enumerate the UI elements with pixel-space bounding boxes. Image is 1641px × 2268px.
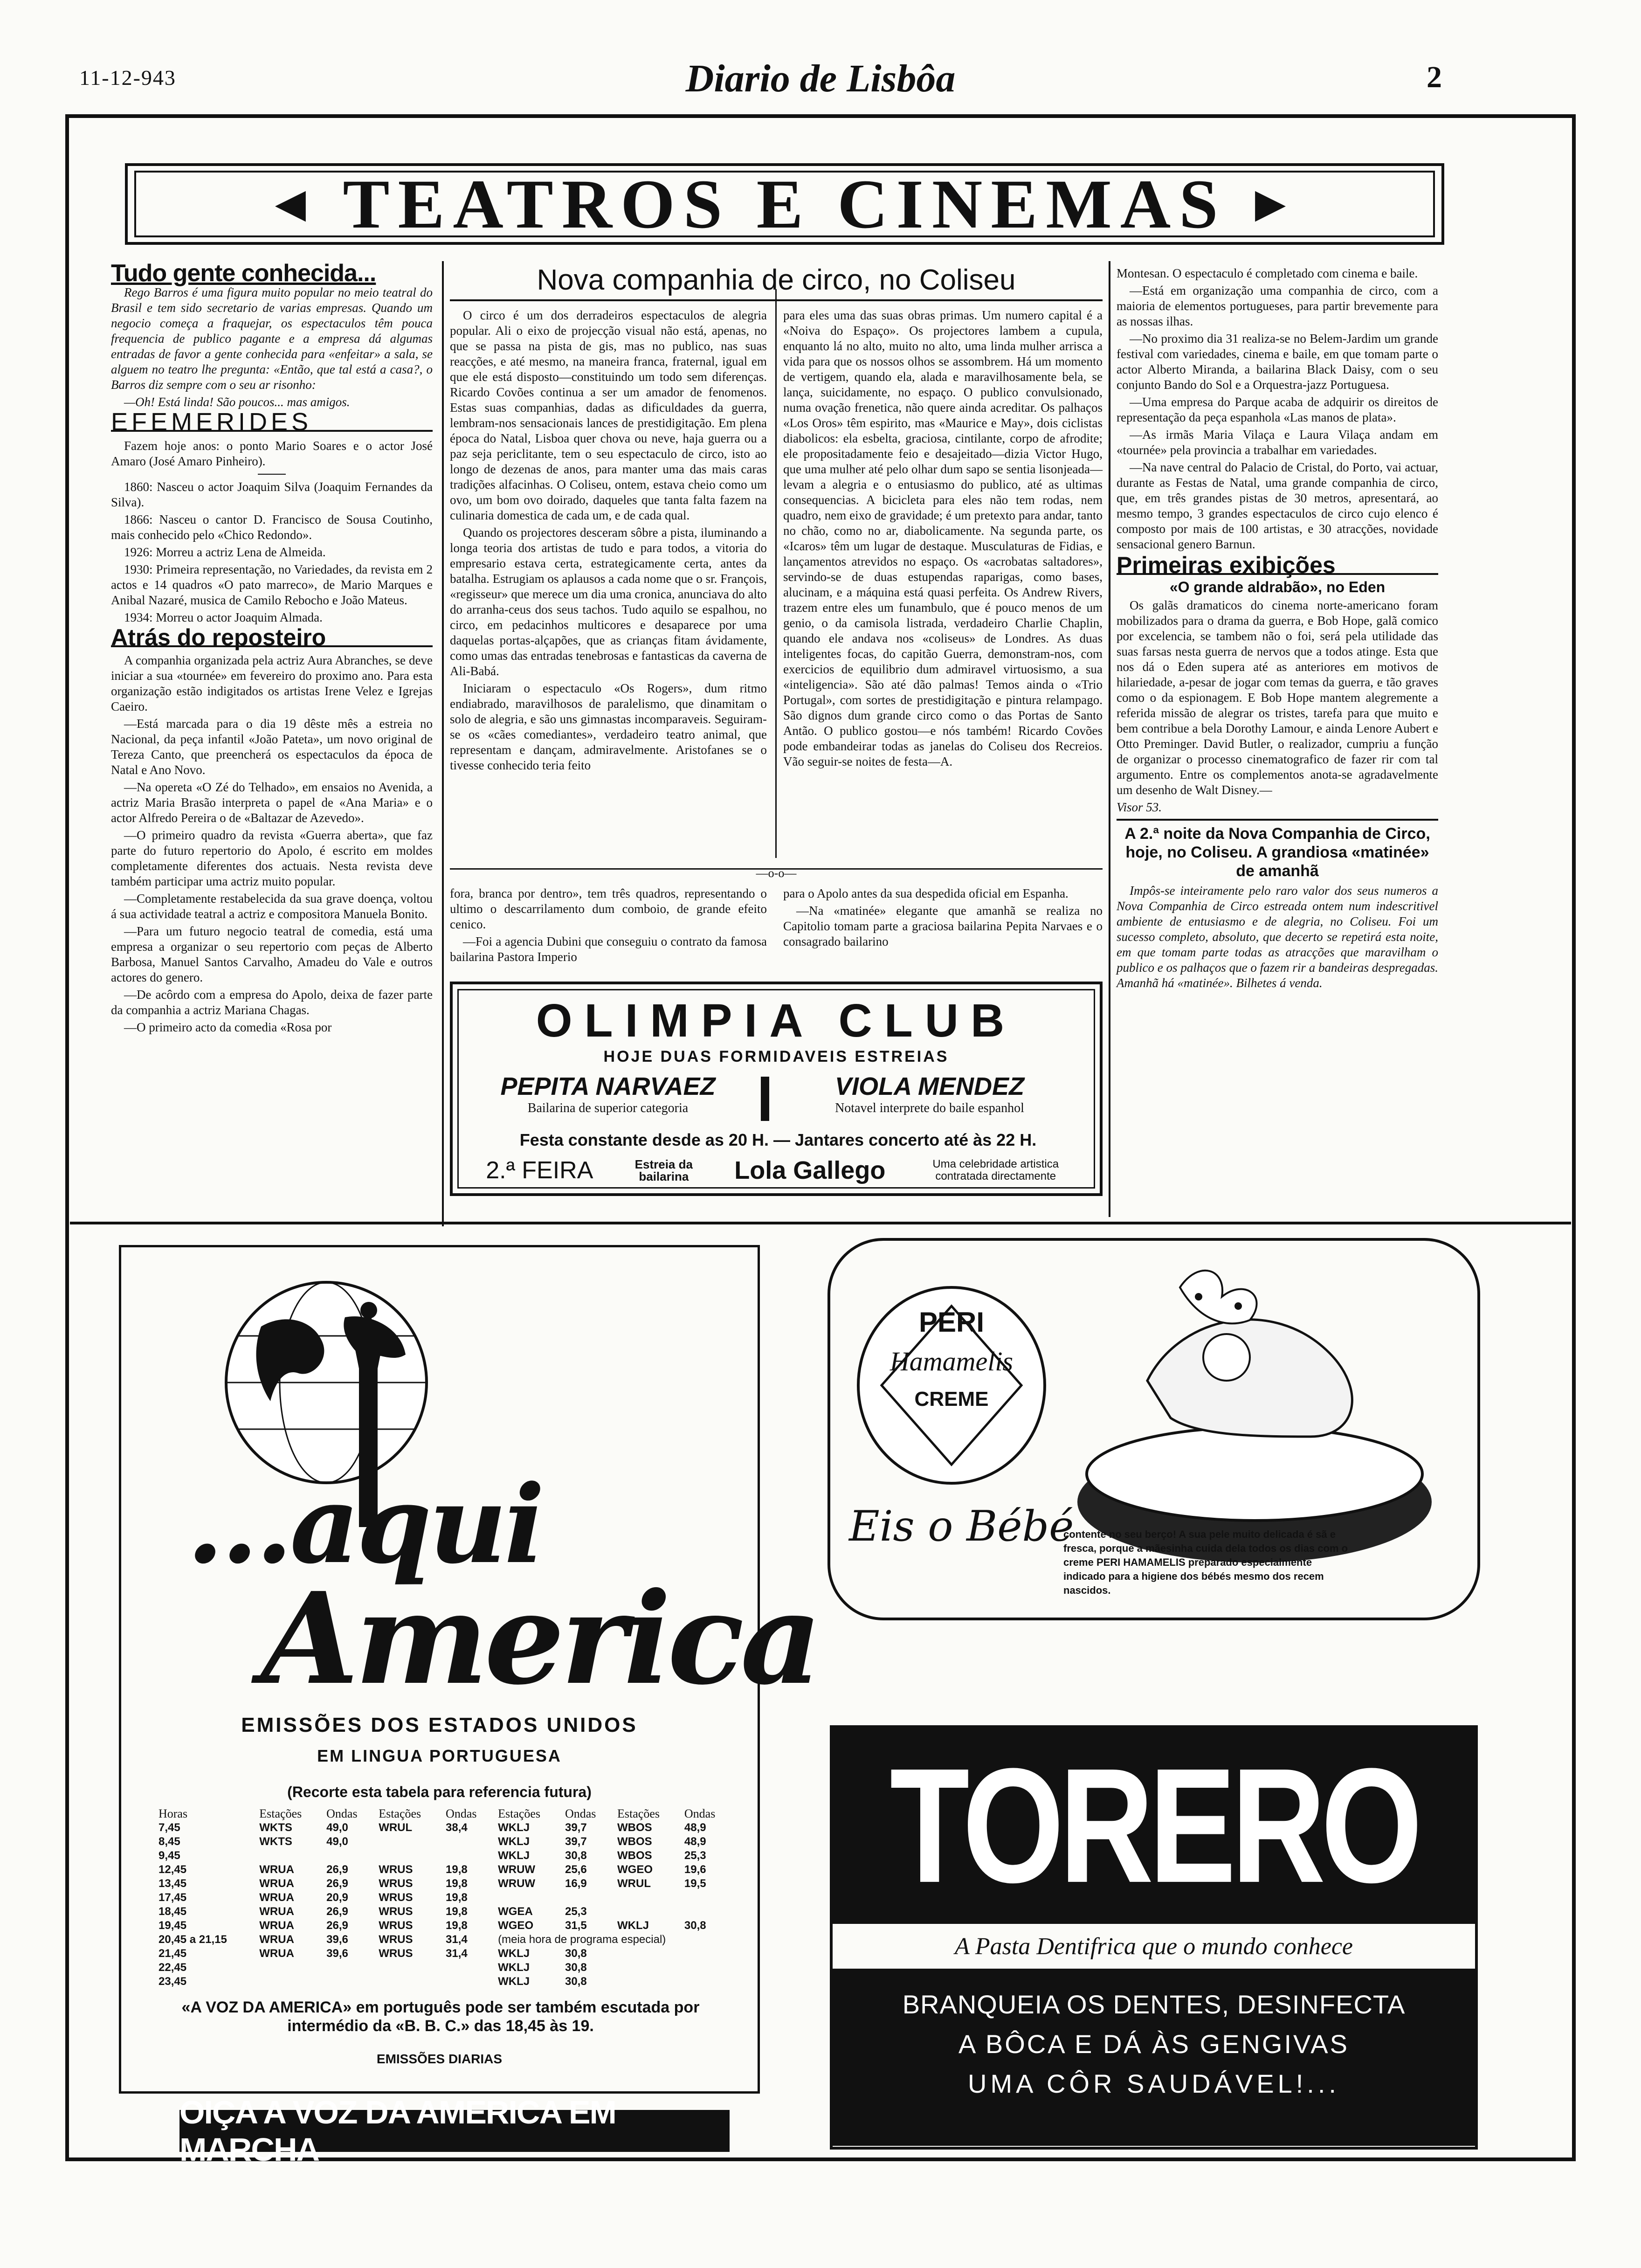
schedule-header: Ondas (326, 1807, 358, 1820)
america-wordmark: America (261, 1564, 819, 1713)
article-text: —Está em organização uma companhia de circo, com a maioria de elementos portugueses, para partir brevemente para as nossas ilhas. (1117, 284, 1438, 328)
article-text: —Na nave central do Palacio de Cristal, do Porto, vai actuar, durante as Festas de Natal, uma grande companhia de circo, que, em três grandes pistas de 30 metros, apresentará, ao mesmo tempo, 3 grandes espectaculos de circo cujo elenco é composto por mais de 100 artistas, e 30 atracções, novidade sensacional genero Barnun. (1117, 460, 1438, 551)
olimpia-feira: 2.ª FEIRA (486, 1157, 593, 1184)
column-continuation (783, 886, 1103, 951)
artist-name: PEPITA NARVAEZ (500, 1072, 716, 1100)
peri-text: contente no seu berço! A sua pele muito delicada é sã e fresca, porque a mãesinha cuida dela todos os dias com o creme PERI HAMAMELIS preparado especialmente indicado para a higiene dos bébés mesmo dos recem nascidos. (1063, 1528, 1348, 1596)
schedule-cell: WRUW (498, 1877, 536, 1890)
column-rule (775, 289, 777, 858)
divider (761, 1077, 769, 1121)
schedule-row (154, 1877, 732, 1891)
schedule-cell: 30,8 (565, 1961, 587, 1974)
headline-efemerides: EFEMERIDES (111, 415, 433, 432)
article-text: —O primeiro acto da comedia «Rosa por (124, 1020, 332, 1034)
schedule-cell (560, 1891, 613, 1905)
schedule-cell (322, 1849, 374, 1863)
circo-column-b (783, 308, 1103, 771)
separator: —o-o— (756, 866, 797, 880)
schedule-table (154, 1807, 732, 1989)
schedule-cell: 19,5 (684, 1877, 706, 1890)
schedule-cell: 31,4 (446, 1947, 468, 1960)
schedule-cell (680, 1975, 732, 1989)
schedule-cell: WKLJ (498, 1849, 530, 1862)
schedule-cell: 25,3 (684, 1849, 706, 1862)
schedule-header: Estações (259, 1807, 302, 1820)
section-banner (125, 163, 1444, 245)
section-title: TEATROS E CINEMAS (343, 165, 1227, 243)
schedule-cell (374, 1975, 441, 1989)
schedule-cell (374, 1835, 441, 1849)
schedule-row (154, 1863, 732, 1877)
olimpia-celeb: Uma celebridade artistica contratada directamente (932, 1158, 1059, 1182)
schedule-cell: 8,45 (159, 1835, 180, 1848)
schedule-cell: 31,4 (446, 1933, 468, 1946)
article-text: —O primeiro quadro da revista «Guerra aberta», que faz parte do futuro repertorio do Apolo, é escrito em moldes completamente diferentes dos actuais. Nesta revista deve também participar uma actriz muito popular. (111, 828, 433, 888)
article-text: —Na opereta «O Zé do Telhado», em ensaios no Avenida, a actriz Maria Brasão interpreta o papel de «Ana Maria» e o actor Alfredo Pereira o de «Baltazar de Azevedo». (111, 780, 433, 825)
schedule-cell (441, 1849, 493, 1863)
article-text: —Na «matinée» elegante que amanhã se realiza no Capitolio tomam parte a graciosa bailarina Pepita Narvaes e o consagrado bailarino (783, 904, 1103, 948)
efemeride-item: 1934: Morreu o actor Joaquim Almada. (124, 610, 323, 624)
schedule-cell (680, 1891, 732, 1905)
torero-ad (830, 1725, 1478, 2150)
headline-circo: Nova companhia de circo, no Coliseu (450, 263, 1103, 301)
schedule-row (154, 1919, 732, 1933)
schedule-row (154, 1821, 732, 1835)
schedule-cell: 22,45 (159, 1961, 187, 1974)
schedule-row (154, 1835, 732, 1849)
schedule-cell: 20,9 (326, 1891, 348, 1904)
schedule-cell (613, 1947, 680, 1961)
schedule-row (154, 1961, 732, 1975)
schedule-cell: WKLJ (498, 1947, 530, 1960)
schedule-cell: WGEO (617, 1863, 653, 1876)
right-arrow-icon: ► (1245, 175, 1304, 232)
schedule-cell: WRUA (259, 1863, 294, 1876)
schedule-cell: WRUS (379, 1919, 413, 1932)
schedule-header: Estações (617, 1807, 660, 1820)
article-text: para eles uma das suas obras primas. Um numero capital é a «Noiva do Espaço». Os projectores lambem a cupula, enquanto lá no alto, muito no alto, uma linda mulher arrisca a vida para que os nossos olhos se assombrem. Há um momento de vertigem, quando ela, alada e maravilhosamente bela, se lança, suicidamente, no espaço. O publico convulsionado, numa ovação frenetica, não quere ainda acreditar. Os palhaços «Los Oros» têm espirito, mas «Maurice e May», dois ciclistas diabolicos: ela esbelta, graciosa, cintilante, corpo de afrodite; ele propositadamente feio e desajeitado—dizia Victor Hugo, que uma mulher até pelo olhar dum sapo se sentia lisonjeada—levam a alegria e o entusiasmo do publico, até as ultimas consequencias. A bicicleta para eles não tem rodas, nem quadro, nem eixo de gravidade; é um pretexto para andar, tanto no chão, como no ar, diabolicamente. Na segunda parte, os «Icaros» têm um lugar de destaque. Musculaturas de Fidias, e lançamentos atrevidos no espaço. Os «acrobatas saltadores», servindo-se de duas estupendas raparigas, como bases, alucinam, e a máquina está quasi perfeita. Os Andrew Rivers, trazem entre eles um funambulo, que é pouco menos de um genio, o da camisola listrada, verdadeiro Charlie Chaplin, quando ele andava nos «coliseus» de Londres. As duas inteligentes focas, do capitão Guerra, demonstram-nos, com exercicios de equilibrio dum admiravel virtuosismo, a sua «inteligencia». São até dão palmas! Temos ainda o «Trio Portugal», com sortes de prestidigitação e pintura relampago. São dignos dum grande circo como o das Portas de Santo Antão. O publico gostou—e nós também! Ricardo Covões pode embandeirar todas as janelas do Coliseu dos Recreios. Vão seguir-se noites de festa—A. (783, 308, 1103, 768)
schedule-cell (441, 1835, 493, 1849)
olimpia-lola: Lola Gallego (734, 1156, 886, 1184)
article-text: Iniciaram o espectaculo «Os Rogers», dum ritmo endiabrado, maravilhosos de paralelismo, que dinamitam o solo de alegria, e são uns gimnastas incomparaveis. Seguiram-se os «cães comediantes», verdadeiro teatro animal, que representam e dançam, admiravelmente. Aristofanes se o tivesse conhecido teria feito (450, 681, 767, 772)
schedule-cell: WKTS (259, 1821, 292, 1834)
schedule-cell: WRUS (379, 1891, 413, 1904)
voz-america-ad (119, 1245, 819, 2094)
schedule-cell: 25,3 (565, 1905, 587, 1918)
schedule-cell (374, 1849, 441, 1863)
schedule-cell: WRUA (259, 1947, 294, 1960)
schedule-cell: 20,45 a 21,15 (159, 1933, 227, 1946)
schedule-row (154, 1975, 732, 1989)
artist-desc: Notavel interprete do baile espanhol (835, 1101, 1024, 1115)
schedule-cell (374, 1961, 441, 1975)
column-rule (1109, 261, 1110, 1217)
torero-line: UMA CÔR SAUDÁVEL!... (968, 2069, 1340, 2098)
torero-brand: TORERO (889, 1735, 1418, 1917)
peri-hamamelis: Hamamelis (889, 1346, 1014, 1376)
schedule-cell: 23,45 (159, 1975, 187, 1988)
headline-segunda-noite: A 2.ª noite da Nova Companhia de Circo, hoje, no Coliseu. A grandiosa «matinée» de amanhã (1124, 825, 1430, 880)
schedule-cell (322, 1975, 374, 1989)
efemeride-item: 1926: Morreu a actriz Lena de Almeida. (124, 545, 326, 559)
article-text: Os galãs dramaticos do cinema norte-americano foram mobilizados para o drama da guerra, e Bob Hope, galã comico por excelencia, se tambem não o foi, será pela utilidade das suas farsas nesta guerra de nervos que a todos atinge. Esta que nos dá o Eden supera até as anteriores em motivos de hilariedade, a-pesar de jogar com temas da guerra, e tão graves como o da espionagem. E Bob Hope mantem alegremente a referida missão de alegrar os tristes, tarefa para que muito e bem contribue a bela Dorothy Lamour, e ainda Lenore Aubert e Otto Preminger. David Butler, o realizador, cumpriu a função de organizar o processo cinematografico de fazer rir com tal argumento. Entre os complementos anota-se agradavelmente um desenho de Walt Disney.— (1117, 598, 1438, 797)
column-right (1117, 266, 1438, 993)
schedule-cell (613, 1975, 680, 1989)
peri-ad (827, 1238, 1480, 1620)
schedule-cell: 39,7 (565, 1821, 587, 1834)
recorte-note: (Recorte esta tabela para referencia futura) (287, 1784, 592, 1800)
schedule-cell: WKTS (259, 1835, 292, 1848)
olimpia-subtitle: HOJE DUAS FORMIDAVEIS ESTREIAS (603, 1048, 949, 1065)
schedule-cell: WRUA (259, 1891, 294, 1904)
divider (70, 1222, 1571, 1224)
oica-text: OIÇA A VOZ DA AMERICA EM MARCHA (179, 2094, 616, 2168)
efemeride-item: 1866: Nasceu o cantor D. Francisco de Sousa Coutinho, mais conhecido pelo «Chico Redondo». (111, 512, 433, 542)
schedule-cell: 26,9 (326, 1877, 348, 1890)
schedule-cell: 26,9 (326, 1919, 348, 1932)
headline-tudo-gente: Tudo gente conhecida... (111, 260, 376, 287)
schedule-cell: WRUL (379, 1821, 413, 1834)
schedule-cell: (meia hora de programa especial) (498, 1933, 666, 1946)
schedule-cell: WRUA (259, 1877, 294, 1890)
schedule-cell: 21,45 (159, 1947, 187, 1960)
schedule-cell: 12,45 (159, 1863, 187, 1876)
circo-column-a (450, 308, 767, 775)
schedule-cell: 48,9 (684, 1821, 706, 1834)
schedule-cell: 19,8 (446, 1919, 468, 1932)
schedule-cell: WKLJ (498, 1975, 530, 1988)
schedule-row (154, 1891, 732, 1905)
schedule-cell (680, 1961, 732, 1975)
schedule-cell (680, 1947, 732, 1961)
schedule-cell: 19,45 (159, 1919, 187, 1932)
schedule-header: Ondas (565, 1807, 596, 1820)
article-text: Impôs-se inteiramente pelo raro valor dos seus numeros a Nova Companhia de Circo estreada ontem num indescritivel ambiente de entusiasmo e de alegria, no Coliseu. Foi um sucesso completo, absoluto, que decerto se repetirá esta noite, em que tomam parte todas as atracções que maravilham o publico e os palhaços que o fazem rir a bandeiras despregadas. Amanhã há «matinée». Bilhetes á venda. (1117, 884, 1438, 990)
peri-bebe: Eis o Bébé (849, 1502, 1074, 1551)
schedule-cell: WRUA (259, 1905, 294, 1918)
column-left (111, 260, 433, 1037)
schedule-row (154, 1849, 732, 1863)
schedule-cell: WKLJ (498, 1961, 530, 1974)
olimpia-estreia: Estreia da bailarina (634, 1157, 693, 1183)
schedule-cell (441, 1961, 493, 1975)
article-text: Quando os projectores desceram sôbre a pista, iluminando a longa teoria dos artistas de tudo e para todos, a vitoria do empresario estava certa, estrategicamente certa, antes da batalha. Estrugiam os aplausos a cada nome que o sr. François, «regisseur» que merece um dia uma cronica, anunciava do alto do arranha-ceus dos seus tachos. Tudo aquilo se espalhou, no circo, em pedacinhos multicores e desaparece por uma daquelas portas-alçapões, que as crianças fitam ávidamente, como umas das entradas tenebrosas e fantasticas da caverna de Ali-Babá. (450, 526, 767, 678)
schedule-cell: 17,45 (159, 1891, 187, 1904)
schedule-cell: 38,4 (446, 1821, 468, 1834)
schedule-cell (255, 1975, 322, 1989)
schedule-cell (613, 1905, 680, 1919)
torero-line: A BÔCA E DÁ ÀS GENGIVAS (958, 2029, 1349, 2059)
article-text: para o Apolo antes da sua despedida oficial em Espanha. (783, 886, 1069, 900)
schedule-cell (613, 1961, 680, 1975)
column-continuation (450, 886, 767, 967)
olimpia-title: OLIMPIA CLUB (536, 995, 1017, 1047)
article-text: —Oh! Está linda! São poucos... mas amigos. (124, 395, 350, 409)
schedule-header: Estações (498, 1807, 541, 1820)
schedule-cell: WRUL (617, 1877, 651, 1890)
article-text: —Completamente restabelecida da sua grave doença, voltou á sua actividade teatral a actriz e compositora Manuela Bonito. (111, 892, 433, 921)
schedule-row (154, 1947, 732, 1961)
article-text: —De acôrdo com a empresa do Apolo, deixa de fazer parte da companhia a actriz Mariana Chagas. (111, 988, 433, 1017)
torero-line: BRANQUEIA OS DENTES, DESINFECTA (902, 1990, 1406, 2019)
schedule-header: Estações (379, 1807, 421, 1820)
schedule-cell: 31,5 (565, 1919, 587, 1932)
article-text: —Foi a agencia Dubini que conseguiu o contrato da famosa bailarina Pastora Imperio (450, 934, 767, 964)
schedule-cell: WRUS (379, 1933, 413, 1946)
schedule-cell: WBOS (617, 1849, 652, 1862)
schedule-cell: WBOS (617, 1821, 652, 1834)
schedule-cell: WGEO (498, 1919, 534, 1932)
schedule-cell: 7,45 (159, 1821, 180, 1834)
schedule-cell: 19,8 (446, 1863, 468, 1876)
schedule-cell: 18,45 (159, 1905, 187, 1918)
schedule-cell: 49,0 (326, 1835, 348, 1848)
issue-date: 11-12-943 (79, 66, 176, 90)
article-text: fora, branca por dentro», tem três quadros, representando o ultimo o descarrilamento dum comboio, de grande efeito cenico. (450, 886, 767, 931)
schedule-cell: 19,8 (446, 1891, 468, 1904)
schedule-cell: WRUS (379, 1877, 413, 1890)
schedule-cell: 9,45 (159, 1849, 180, 1862)
article-text: —Está marcada para o dia 19 dêste mês a estreia no Nacional, da peça infantil «João Pateta», um novo original de Tereza Canto, que preencherá os espectaculos da época de Natal e Ano Novo. (111, 717, 433, 777)
schedule-cell: 30,8 (565, 1947, 587, 1960)
schedule-cell: 39,6 (326, 1947, 348, 1960)
schedule-cell (255, 1961, 322, 1975)
schedule-row (154, 1905, 732, 1919)
schedule-cell: 39,6 (326, 1933, 348, 1946)
schedule-cell: 19,8 (446, 1905, 468, 1918)
schedule-cell: 30,8 (565, 1849, 587, 1862)
schedule-row (154, 1933, 732, 1947)
schedule-cell: WGEA (498, 1905, 533, 1918)
schedule-cell: WRUW (498, 1863, 536, 1876)
schedule-cell (493, 1891, 560, 1905)
article-text: O circo é um dos derradeiros espectaculos de alegria popular. Ali o eixo de projecção visual não está, apenas, no que se passa na pista de gis, mas no publico, nas suas reacções, e até mesmo, na maneira franca, fraternal, igual em que ele está disposto—constituindo um todo sem diferenças. Ricardo Covões continua a ser um amador de fenomenos. Estas suas companhias, dadas as dificuldades da guerra, lembram-nos sensacionais lances de prestidigitação. Em plena época do Natal, Lisboa quer chova ou neve, haja guerra ou a paz seja periclitante, tem o seu espectaculo de circo, isto ao longo de dezenas de anos, para manter uma das mais caras tradições alfacinhas. O Coliseu, ontem, estava cheio como um ovo, um bom ovo doirado, daqueles que tanta falta fazem na culinaria domestica de cada um, e de cada qual. (450, 308, 767, 522)
article-text: —Uma empresa do Parque acaba de adquirir os direitos de representação da peça espanhola «Las manos de plata». (1117, 395, 1438, 424)
schedule-cell: WRUS (379, 1905, 413, 1918)
schedule-cell: 30,8 (565, 1975, 587, 1988)
article-text: —No proximo dia 31 realiza-se no Belem-Jardim um grande festival com variedades, cinema e baile, em que tomam parte o actor Alberto Miranda, a bailarina Black Daisy, com o seu conjunto Bando do Sol e a Orquestra-jazz Portuguesa. (1117, 332, 1438, 392)
schedule-cell (680, 1905, 732, 1919)
schedule-cell: 25,6 (565, 1863, 587, 1876)
page-number: 2 (1427, 60, 1442, 94)
schedule-cell: 48,9 (684, 1835, 706, 1848)
efemeride-item: 1860: Nasceu o actor Joaquim Silva (Joaquim Fernandes da Silva). (111, 480, 433, 509)
voz-bbc-note: «A VOZ DA AMERICA» em português pode ser também escutada por intermédio da «B. B. C.» das 18,45 às 19. (181, 1998, 700, 2035)
torero-tagline: A Pasta Dentifrica que o mundo conhece (955, 1933, 1353, 1960)
emissoes-title: EMISSÕES DOS ESTADOS UNIDOS (241, 1714, 638, 1736)
schedule-cell: 30,8 (684, 1919, 706, 1932)
newspaper-title: Diario de Lisbôa (685, 57, 956, 100)
schedule-cell (613, 1891, 680, 1905)
schedule-cell (322, 1961, 374, 1975)
schedule-cell (255, 1849, 322, 1863)
peri-brand: PERI (918, 1307, 985, 1338)
artist-desc: Bailarina de superior categoria (527, 1101, 689, 1115)
schedule-cell: 26,9 (326, 1905, 348, 1918)
schedule-cell: WRUA (259, 1919, 294, 1932)
schedule-cell: 13,45 (159, 1877, 187, 1890)
schedule-cell: WBOS (617, 1835, 652, 1848)
subheadline-eden: «O grande aldrabão», no Eden (1169, 579, 1386, 595)
column-rule (442, 261, 444, 1226)
emissoes-diarias: EMISSÕES DIARIAS (376, 2052, 503, 2066)
schedule-header: Ondas (446, 1807, 477, 1820)
schedule-cell: WRUA (259, 1933, 294, 1946)
article-text: Rego Barros é uma figura muito popular no meio teatral do Brasil e tem sido secretario de varias empresas. Quando um negocio começa a fraquejar, os espectaculos têm pouca frequencia de publico pagante e a empresa dá algumas entradas de favor a gente conhecida para «enfeitar» a sala, se alguem no teatro lhe pregunta: «Então, que tal está a casa?, o Barros diz sempre com o seu ar risonho: (111, 285, 433, 392)
headline-atras-reposteiro: Atrás do reposteiro (111, 630, 433, 647)
aqui-wordmark: ...aqui (186, 1462, 542, 1588)
schedule-cell: 39,7 (565, 1835, 587, 1848)
schedule-cell (441, 1975, 493, 1989)
article-text: Fazem hoje anos: o ponto Mario Soares e o actor José Amaro (José Amaro Pinheiro). (111, 439, 433, 468)
schedule-cell: 16,9 (565, 1877, 587, 1890)
schedule-header: Ondas (684, 1807, 716, 1820)
article-text: —Para um futuro negocio teatral de comedia, está uma empresa a organizar o seu repertorio com peças de Alberto Barbosa, Manuel Santos Carvalho, Amadeu do Vale e outros actores do genero. (111, 924, 433, 984)
schedule-cell: WRUS (379, 1947, 413, 1960)
left-arrow-icon: ◄ (265, 175, 324, 232)
artist-name: VIOLA MENDEZ (834, 1072, 1024, 1100)
schedule-header: Horas (159, 1807, 188, 1820)
peri-creme: CREME (914, 1388, 989, 1411)
olimpia-ad (450, 982, 1103, 1196)
article-text: A companhia organizada pela actriz Aura Abranches, se deve iniciar a sua «tournée» em fevereiro do proximo ano. Para esta organização estão indigitados os artistas Irene Velez e Igrejas Caeiro. (111, 653, 433, 713)
schedule-cell: 26,9 (326, 1863, 348, 1876)
schedule-cell: WKLJ (617, 1919, 649, 1932)
schedule-cell: 19,6 (684, 1863, 706, 1876)
schedule-cell: WKLJ (498, 1835, 530, 1848)
schedule-cell: 19,8 (446, 1877, 468, 1890)
signature: Visor 53. (1117, 800, 1162, 814)
schedule-cell: 49,0 (326, 1821, 348, 1834)
efemeride-item: 1930: Primeira representação, no Variedades, da revista em 2 actos e 14 quadros «O pato marreco», de Mario Marques e Anibal Nazaré, musica de Camilo Rebocho e João Mateus. (111, 562, 433, 607)
oica-banner (179, 2094, 730, 2168)
schedule-cell: WRUS (379, 1863, 413, 1876)
headline-primeiras-exibicoes: Primeiras exibições (1117, 558, 1438, 575)
schedule-cell: WKLJ (498, 1821, 530, 1834)
article-text: —As irmãs Maria Vilaça e Laura Vilaça andam em «tournée» pela provincia a trabalhar em variedades. (1117, 428, 1438, 457)
divider (1117, 819, 1438, 821)
emissoes-subtitle: EM LINGUA PORTUGUESA (317, 1746, 562, 1765)
divider (258, 474, 286, 475)
olimpia-festa: Festa constante desde as 20 H. — Jantares concerto até às 22 H. (519, 1130, 1037, 1149)
article-text: Montesan. O espectaculo é completado com cinema e baile. (1117, 266, 1418, 280)
